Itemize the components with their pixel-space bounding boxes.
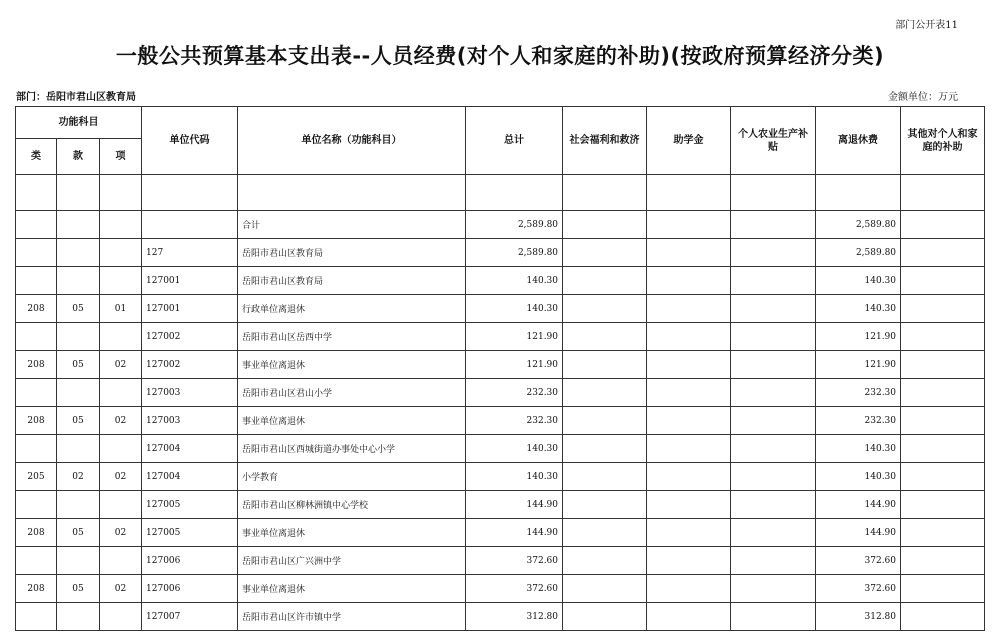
cell-unit-code: 127003 — [142, 407, 238, 435]
cell-agri-subsidy — [731, 491, 816, 519]
cell-social-welfare — [563, 519, 647, 547]
cell-total: 121.90 — [466, 323, 563, 351]
cell-unit-code: 127005 — [142, 519, 238, 547]
cell-retirement: 140.30 — [816, 295, 901, 323]
cell-social-welfare — [563, 575, 647, 603]
cell-social-welfare — [563, 295, 647, 323]
header-agri-subsidy: 个人农业生产补贴 — [731, 107, 816, 175]
budget-table — [15, 106, 985, 631]
cell-student-aid — [647, 463, 731, 491]
table-row — [16, 575, 985, 603]
department-label: 部门：岳阳市君山区教育局 — [16, 92, 136, 103]
cell-other — [901, 407, 985, 435]
cell-unit-code: 127005 — [142, 491, 238, 519]
cell-other — [901, 211, 985, 239]
cell-total: 312.80 — [466, 603, 563, 631]
cell-xiang — [100, 379, 142, 407]
cell-student-aid — [647, 211, 731, 239]
cell-total: 140.30 — [466, 435, 563, 463]
cell-agri-subsidy — [731, 267, 816, 295]
cell-student-aid — [647, 435, 731, 463]
cell-agri-subsidy — [731, 603, 816, 631]
cell-unit-code: 127004 — [142, 463, 238, 491]
cell-agri-subsidy — [731, 407, 816, 435]
cell-unit-name: 岳阳市君山区教育局 — [238, 267, 466, 295]
cell-xiang — [100, 435, 142, 463]
cell-lei — [16, 491, 57, 519]
cell-retirement: 140.30 — [816, 463, 901, 491]
cell-social-welfare — [563, 603, 647, 631]
cell-unit-name: 事业单位离退休 — [238, 575, 466, 603]
table-row — [16, 547, 985, 575]
cell-unit-name: 合计 — [238, 211, 466, 239]
cell-kuan: 05 — [57, 407, 100, 435]
cell-xiang — [100, 491, 142, 519]
cell-unit-name: 岳阳市君山区许市镇中学 — [238, 603, 466, 631]
header-social-welfare: 社会福利和救济 — [563, 107, 647, 175]
cell-other — [901, 267, 985, 295]
header-lei: 类 — [16, 139, 57, 175]
cell-total: 2,589.80 — [466, 211, 563, 239]
cell-lei — [16, 379, 57, 407]
cell-retirement: 144.90 — [816, 491, 901, 519]
cell-social-welfare — [563, 323, 647, 351]
table-row — [16, 407, 985, 435]
cell-lei — [16, 547, 57, 575]
cell-lei: 208 — [16, 407, 57, 435]
cell-xiang: 02 — [100, 407, 142, 435]
table-row — [16, 491, 985, 519]
cell-lei: 208 — [16, 295, 57, 323]
cell-xiang: 02 — [100, 351, 142, 379]
table-row — [16, 323, 985, 351]
cell-lei: 205 — [16, 463, 57, 491]
cell-other — [901, 435, 985, 463]
cell-social-welfare — [563, 463, 647, 491]
cell-agri-subsidy — [731, 323, 816, 351]
header-kuan: 款 — [57, 139, 100, 175]
cell-unit-name: 行政单位离退休 — [238, 295, 466, 323]
cell-total: 372.60 — [466, 547, 563, 575]
cell-lei — [16, 435, 57, 463]
cell-other — [901, 379, 985, 407]
cell-agri-subsidy — [731, 379, 816, 407]
header-row-1 — [16, 107, 985, 139]
cell-unit-name: 岳阳市君山区柳林洲镇中心学校 — [238, 491, 466, 519]
cell-unit-code — [142, 211, 238, 239]
cell-unit-code: 127003 — [142, 379, 238, 407]
cell-lei — [16, 323, 57, 351]
table-row — [16, 519, 985, 547]
cell-kuan — [57, 323, 100, 351]
cell-kuan — [57, 603, 100, 631]
cell-agri-subsidy — [731, 519, 816, 547]
cell-kuan — [57, 491, 100, 519]
table-body — [16, 175, 985, 631]
cell-kuan: 05 — [57, 519, 100, 547]
cell-retirement: 312.80 — [816, 603, 901, 631]
cell-student-aid — [647, 379, 731, 407]
cell-kuan: 05 — [57, 351, 100, 379]
cell-xiang — [100, 267, 142, 295]
cell-unit-code: 127006 — [142, 547, 238, 575]
cell-social-welfare — [563, 491, 647, 519]
cell-kuan: 05 — [57, 295, 100, 323]
cell-retirement: 140.30 — [816, 267, 901, 295]
cell-total: 121.90 — [466, 351, 563, 379]
cell-other — [901, 603, 985, 631]
form-number-label: 部门公开表11 — [895, 20, 958, 31]
cell-social-welfare — [563, 211, 647, 239]
cell-unit-code: 127002 — [142, 323, 238, 351]
cell-social-welfare — [563, 407, 647, 435]
cell-other — [901, 491, 985, 519]
header-student-aid: 助学金 — [647, 107, 731, 175]
cell-lei: 208 — [16, 575, 57, 603]
cell-kuan — [57, 267, 100, 295]
cell-retirement: 140.30 — [816, 435, 901, 463]
cell-xiang: 02 — [100, 463, 142, 491]
cell-xiang — [100, 239, 142, 267]
cell-agri-subsidy — [731, 295, 816, 323]
cell-student-aid — [647, 519, 731, 547]
cell-social-welfare — [563, 239, 647, 267]
cell-agri-subsidy — [731, 239, 816, 267]
cell-xiang — [100, 323, 142, 351]
cell-student-aid — [647, 351, 731, 379]
cell-student-aid — [647, 295, 731, 323]
cell-retirement: 144.90 — [816, 519, 901, 547]
cell-retirement: 2,589.80 — [816, 239, 901, 267]
cell-kuan — [57, 379, 100, 407]
cell-kuan: 05 — [57, 575, 100, 603]
cell-other — [901, 575, 985, 603]
cell-student-aid — [647, 491, 731, 519]
header-func-group: 功能科目 — [16, 107, 142, 139]
cell-xiang — [100, 547, 142, 575]
header-other: 其他对个人和家庭的补助 — [901, 107, 985, 175]
cell-lei — [16, 267, 57, 295]
table-row — [16, 379, 985, 407]
cell-total: 2,589.80 — [466, 239, 563, 267]
cell-kuan — [57, 239, 100, 267]
cell-unit-name: 岳阳市君山区教育局 — [238, 239, 466, 267]
cell-other — [901, 323, 985, 351]
cell-unit-name: 事业单位离退休 — [238, 351, 466, 379]
cell-student-aid — [647, 239, 731, 267]
cell-unit-name: 事业单位离退休 — [238, 407, 466, 435]
cell-unit-name: 岳阳市君山区广兴洲中学 — [238, 547, 466, 575]
cell-lei — [16, 603, 57, 631]
cell-unit-name: 岳阳市君山区岳西中学 — [238, 323, 466, 351]
cell-other — [901, 547, 985, 575]
cell-other — [901, 519, 985, 547]
cell-social-welfare — [563, 435, 647, 463]
cell-retirement: 232.30 — [816, 379, 901, 407]
header-unit-name: 单位名称（功能科目） — [238, 107, 466, 175]
header-total: 总计 — [466, 107, 563, 175]
table-row — [16, 211, 985, 239]
cell-unit-code: 127 — [142, 239, 238, 267]
table-row — [16, 435, 985, 463]
table-row-empty — [16, 175, 985, 211]
cell-kuan — [57, 547, 100, 575]
cell-other — [901, 295, 985, 323]
cell-xiang: 02 — [100, 519, 142, 547]
table-row — [16, 267, 985, 295]
currency-unit-label: 金额单位：万元 — [888, 92, 958, 103]
cell-retirement: 2,589.80 — [816, 211, 901, 239]
table-row — [16, 603, 985, 631]
table-row — [16, 239, 985, 267]
cell-social-welfare — [563, 351, 647, 379]
cell-xiang: 01 — [100, 295, 142, 323]
cell-student-aid — [647, 547, 731, 575]
cell-total: 232.30 — [466, 379, 563, 407]
cell-other — [901, 351, 985, 379]
cell-total: 232.30 — [466, 407, 563, 435]
cell-unit-code: 127001 — [142, 267, 238, 295]
cell-total: 140.30 — [466, 267, 563, 295]
cell-lei — [16, 211, 57, 239]
cell-agri-subsidy — [731, 211, 816, 239]
cell-social-welfare — [563, 379, 647, 407]
cell-agri-subsidy — [731, 547, 816, 575]
cell-xiang — [100, 603, 142, 631]
cell-unit-name: 岳阳市君山区君山小学 — [238, 379, 466, 407]
cell-xiang: 02 — [100, 575, 142, 603]
cell-total: 140.30 — [466, 463, 563, 491]
cell-retirement: 121.90 — [816, 323, 901, 351]
cell-unit-name: 事业单位离退休 — [238, 519, 466, 547]
cell-unit-code: 127006 — [142, 575, 238, 603]
cell-lei — [16, 239, 57, 267]
cell-total: 140.30 — [466, 295, 563, 323]
header-retirement: 离退休费 — [816, 107, 901, 175]
cell-student-aid — [647, 575, 731, 603]
cell-student-aid — [647, 407, 731, 435]
cell-unit-code: 127002 — [142, 351, 238, 379]
cell-total: 144.90 — [466, 491, 563, 519]
table-row — [16, 295, 985, 323]
cell-unit-code: 127004 — [142, 435, 238, 463]
cell-xiang — [100, 211, 142, 239]
cell-other — [901, 239, 985, 267]
cell-agri-subsidy — [731, 351, 816, 379]
cell-agri-subsidy — [731, 463, 816, 491]
cell-retirement: 121.90 — [816, 351, 901, 379]
cell-unit-name: 岳阳市君山区西城街道办事处中心小学 — [238, 435, 466, 463]
cell-kuan — [57, 435, 100, 463]
cell-social-welfare — [563, 547, 647, 575]
cell-student-aid — [647, 267, 731, 295]
cell-retirement: 372.60 — [816, 547, 901, 575]
cell-agri-subsidy — [731, 575, 816, 603]
cell-social-welfare — [563, 267, 647, 295]
cell-retirement: 232.30 — [816, 407, 901, 435]
cell-unit-name: 小学教育 — [238, 463, 466, 491]
cell-lei: 208 — [16, 519, 57, 547]
cell-total: 372.60 — [466, 575, 563, 603]
page-title: 一般公共预算基本支出表--人员经费(对个人和家庭的补助)(按政府预算经济分类) — [115, 44, 885, 68]
cell-retirement: 372.60 — [816, 575, 901, 603]
cell-kuan: 02 — [57, 463, 100, 491]
table-row — [16, 351, 985, 379]
table-row — [16, 463, 985, 491]
cell-agri-subsidy — [731, 435, 816, 463]
cell-total: 144.90 — [466, 519, 563, 547]
header-unit-code: 单位代码 — [142, 107, 238, 175]
cell-kuan — [57, 211, 100, 239]
cell-other — [901, 463, 985, 491]
cell-unit-code: 127007 — [142, 603, 238, 631]
header-xiang: 项 — [100, 139, 142, 175]
cell-unit-code: 127001 — [142, 295, 238, 323]
cell-student-aid — [647, 323, 731, 351]
cell-student-aid — [647, 603, 731, 631]
cell-lei: 208 — [16, 351, 57, 379]
